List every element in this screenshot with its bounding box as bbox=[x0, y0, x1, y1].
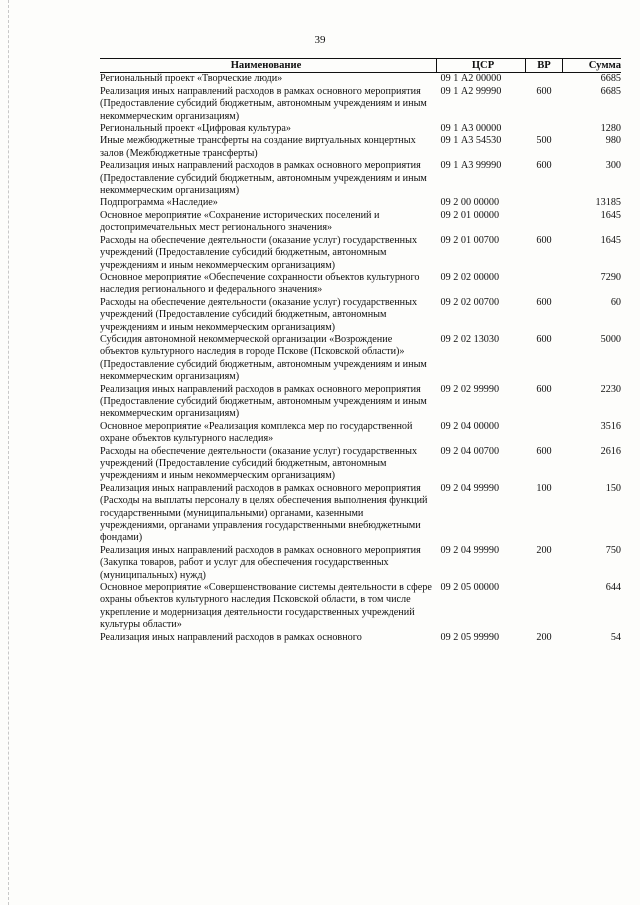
table-row bbox=[100, 297, 621, 334]
row-sum-cell: 1645 bbox=[600, 209, 621, 221]
table-row bbox=[100, 123, 621, 135]
row-sum-cell: 644 bbox=[605, 582, 621, 594]
table-row bbox=[100, 135, 621, 160]
table-row bbox=[100, 421, 621, 446]
row-sum-cell: 13185 bbox=[595, 197, 621, 209]
row-csr-cell: 09 2 02 13030 bbox=[440, 333, 500, 345]
row-sum-cell: 7290 bbox=[600, 271, 621, 283]
row-vr-cell bbox=[526, 421, 563, 446]
row-sum-cell: 5000 bbox=[600, 333, 621, 345]
page-number: 39 bbox=[314, 34, 326, 46]
row-csr-cell: 09 1 А3 99990 bbox=[440, 160, 502, 172]
header-sum: Сумма bbox=[563, 59, 622, 73]
table-row bbox=[100, 272, 621, 297]
table-header-row bbox=[100, 59, 621, 73]
row-sum-cell: 980 bbox=[605, 135, 621, 147]
header-vr: ВР bbox=[526, 59, 563, 73]
table-row bbox=[100, 235, 621, 272]
row-name-cell: Региональный проект «Цифровая культура» bbox=[100, 123, 291, 135]
row-vr-cell bbox=[526, 210, 563, 235]
row-sum-cell: 2616 bbox=[600, 445, 621, 457]
row-name-cell: Подпрограмма «Наследие» bbox=[100, 197, 218, 209]
row-csr-cell: 09 1 А2 99990 bbox=[440, 85, 502, 97]
row-vr-cell: 200 bbox=[536, 631, 552, 643]
row-sum-cell: 54 bbox=[610, 631, 621, 643]
row-csr-cell: 09 2 05 00000 bbox=[440, 582, 500, 594]
row-vr-cell: 600 bbox=[536, 296, 552, 308]
row-sum-cell: 2230 bbox=[600, 383, 621, 395]
row-csr-cell: 09 2 01 00700 bbox=[440, 234, 500, 246]
row-csr-cell: 09 2 02 00700 bbox=[440, 296, 500, 308]
table-row bbox=[100, 582, 621, 632]
row-name-cell: Субсидия автономной некоммерческой организации «Возрождение объектов культурного наследия в городе Пскове (Псковской области)» (Предоставление субсидий бюджетным, автономным учреждениям и иным некоммерческим организациям) bbox=[100, 333, 427, 383]
row-csr-cell: 09 2 02 99990 bbox=[440, 383, 500, 395]
row-sum-cell: 750 bbox=[605, 544, 621, 556]
row-vr-cell bbox=[526, 123, 563, 135]
row-name-cell: Расходы на обеспечение деятельности (оказание услуг) государственных учреждений (Предоставление субсидий бюджетным, автономным учреждениям и иным некоммерческим организациям) bbox=[100, 445, 418, 482]
table-row bbox=[100, 545, 621, 582]
row-sum-cell: 300 bbox=[605, 160, 621, 172]
table-row bbox=[100, 160, 621, 197]
row-vr-cell: 600 bbox=[536, 85, 552, 97]
row-name-cell: Основное мероприятие «Совершенствование системы деятельности в сфере охраны объектов культурного наследия Псковской области, в том числе укрепление и модернизация деятельности государственных учреждений культуры области» bbox=[100, 582, 432, 631]
row-name-cell: Реализация иных направлений расходов в рамках основного мероприятия (Предоставление субсидий бюджетным, автономным учреждениям и иным некоммерческим организациям) bbox=[100, 85, 427, 122]
table-row bbox=[100, 334, 621, 384]
row-sum-cell: 1645 bbox=[600, 234, 621, 246]
row-vr-cell: 600 bbox=[536, 383, 552, 395]
row-vr-cell: 600 bbox=[536, 445, 552, 457]
row-name-cell: Реализация иных направлений расходов в рамках основного мероприятия (Предоставление субсидий бюджетным, автономным учреждениям и иным некоммерческим организациям) bbox=[100, 160, 427, 197]
row-vr-cell: 100 bbox=[536, 482, 552, 494]
table-row bbox=[100, 483, 621, 545]
row-sum-cell: 6685 bbox=[600, 73, 621, 85]
row-name-cell: Расходы на обеспечение деятельности (оказание услуг) государственных учреждений (Предоставление субсидий бюджетным, автономным учреждениям и иным некоммерческим организациям) bbox=[100, 296, 418, 333]
row-vr-cell: 200 bbox=[536, 544, 552, 556]
row-name-cell: Расходы на обеспечение деятельности (оказание услуг) государственных учреждений (Предоставление субсидий бюджетным, автономным учреждениям и иным некоммерческим организациям) bbox=[100, 234, 418, 271]
row-vr-cell: 600 bbox=[536, 333, 552, 345]
row-vr-cell: 600 bbox=[536, 160, 552, 172]
row-name-cell: Региональный проект «Творческие люди» bbox=[100, 73, 283, 85]
row-vr-cell: 600 bbox=[536, 234, 552, 246]
row-csr-cell: 09 2 04 99990 bbox=[440, 544, 500, 556]
table-row bbox=[100, 632, 621, 644]
row-name-cell: Реализация иных направлений расходов в рамках основного мероприятия (Предоставление субсидий бюджетным, автономным учреждениям и иным некоммерческим организациям) bbox=[100, 383, 427, 420]
row-csr-cell: 09 2 04 00000 bbox=[440, 420, 500, 432]
row-csr-cell: 09 2 04 99990 bbox=[440, 482, 500, 494]
row-name-cell: Реализация иных направлений расходов в рамках основного мероприятия (Расходы на выплаты персоналу в целях обеспечения выполнения функций государственными (муниципальными) органами, казенными учреждениями, органами управления государственными внебюджетными фондами) bbox=[100, 482, 428, 544]
row-sum-cell: 60 bbox=[610, 296, 621, 308]
row-sum-cell: 1280 bbox=[600, 123, 621, 135]
budget-table bbox=[100, 58, 621, 644]
row-name-cell: Реализация иных направлений расходов в рамках основного мероприятия (Закупка товаров, работ и услуг для обеспечения государственных (муниципальных) нужд) bbox=[100, 544, 421, 581]
row-csr-cell: 09 2 05 99990 bbox=[440, 631, 500, 643]
row-csr-cell: 09 1 А2 00000 bbox=[440, 73, 502, 85]
row-vr-cell bbox=[526, 73, 563, 86]
row-sum-cell: 150 bbox=[605, 482, 621, 494]
row-csr-cell: 09 1 А3 00000 bbox=[440, 123, 502, 135]
row-csr-cell: 09 2 00 00000 bbox=[440, 197, 500, 209]
row-csr-cell: 09 2 02 00000 bbox=[440, 271, 500, 283]
row-sum-cell: 3516 bbox=[600, 420, 621, 432]
scan-edge-line bbox=[8, 0, 9, 905]
row-name-cell: Иные межбюджетные трансферты на создание виртуальных концертных залов (Межбюджетные трансферты) bbox=[100, 135, 416, 159]
table-row bbox=[100, 446, 621, 483]
row-vr-cell bbox=[526, 197, 563, 209]
table-body bbox=[100, 73, 621, 644]
row-name-cell: Основное мероприятие «Сохранение исторических поселений и достопримечательных мест регионального значения» bbox=[100, 209, 380, 234]
row-name-cell: Основное мероприятие «Реализация комплекса мер по государственной охране объектов культурного наследия» bbox=[100, 420, 413, 445]
table-row bbox=[100, 384, 621, 421]
table-row bbox=[100, 86, 621, 123]
header-csr: ЦСР bbox=[437, 59, 526, 73]
header-name: Наименование bbox=[100, 59, 437, 73]
row-vr-cell: 500 bbox=[536, 135, 552, 147]
row-sum-cell: 6685 bbox=[600, 85, 621, 97]
row-csr-cell: 09 2 04 00700 bbox=[440, 445, 500, 457]
table-row bbox=[100, 197, 621, 209]
row-name-cell: Реализация иных направлений расходов в рамках основного bbox=[100, 631, 362, 643]
row-vr-cell bbox=[526, 272, 563, 297]
table-row bbox=[100, 73, 621, 86]
row-csr-cell: 09 1 А3 54530 bbox=[440, 135, 502, 147]
row-csr-cell: 09 2 01 00000 bbox=[440, 209, 500, 221]
table-row bbox=[100, 210, 621, 235]
row-vr-cell bbox=[526, 582, 563, 632]
row-name-cell: Основное мероприятие «Обеспечение сохранности объектов культурного наследия регионального и федерального значения» bbox=[100, 271, 420, 296]
